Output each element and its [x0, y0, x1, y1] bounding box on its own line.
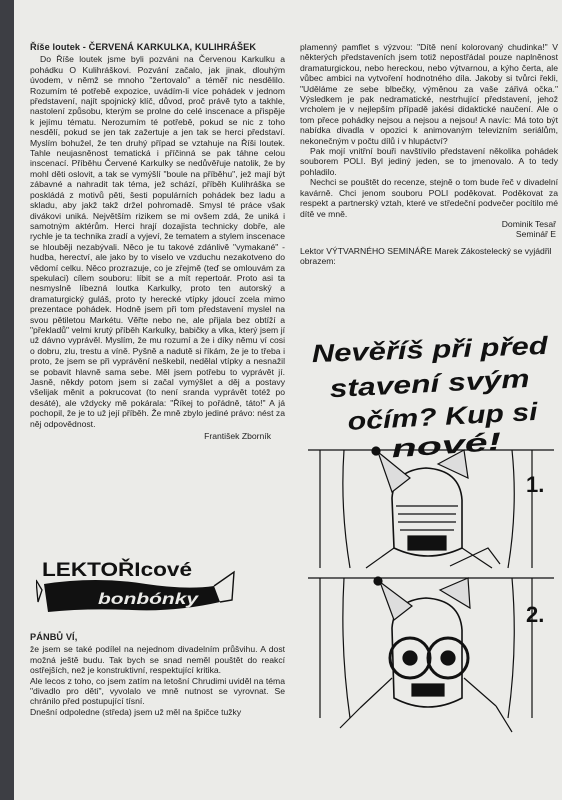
right-signature-role: Seminář E: [515, 229, 556, 240]
panel-number: 1.: [526, 472, 545, 497]
cartoon-title-line: stavení svým: [328, 367, 488, 404]
panbu-vi-paragraph: Dnešní odpoledne (středa) jsem už měl na špičce tužky: [30, 706, 242, 717]
right-signature-name: Dominik Tesař: [501, 218, 556, 229]
left-article-heading: Říše loutek - ČERVENÁ KARKULKA, KULIHRÁŠEK: [30, 42, 257, 52]
panbu-vi-paragraph: že jsem se také podílel na nejednom divadelním průšvihu. A dost možná ještě budu. Tak bych se snad neměl pouštět do reakcí ostřejších, než je konstruktivní, respektující kritika.: [30, 644, 285, 676]
cartoon-panel-2: [320, 577, 532, 732]
right-paragraph: plamenný pamflet s výzvou: "Dítě není kolorovaný chudinka!" V některých představeních jsem totiž nepostřádal pouze naplněnost dramaturgickou, nebo hereckou, nebo výtvarnou, a kýho čerta, ale vůbec ambici na vytvoření hodnotného díla. Jakoby si tvůrci řekli, "Uděláme ze sebe blbečky, výměnou za vaše zářivá očka." Výsledkem je pak nedramatické, nestrhující představení, jehož vrcholem je v nejlepším případě jakési didaktické naučení. Ale o tom přece pohádky nejsou a nejsou a nejsou! A navíc: Má toto být nabídka divadla v opozici k animovaným televizním seriálům, nekonečným v počtu dílů i v hlupáctví?: [300, 42, 558, 146]
right-column: [300, 42, 558, 267]
panbu-vi-paragraph: Ale lecos z toho, co jsem zatím na letošní Chrudimi uviděl na téma "divadlo pro děti", vyvolalo ve mně nutnost se vyrovnat. Se chránilo před postupující tísní.: [30, 675, 285, 707]
cartoon-title-line: očím? Kup si: [346, 399, 506, 436]
panel-number: 2.: [526, 602, 545, 627]
left-article-signature: František Zborník: [204, 431, 271, 442]
cartoon-title-line: nové!: [390, 430, 460, 464]
cartoon-illustration: [300, 328, 558, 788]
logo-line1: LEKTOŘIcové: [42, 560, 169, 581]
lektori-bonbonky-logo: [36, 546, 236, 616]
cartoon-title-line: Nevěříš při před: [311, 333, 503, 369]
left-article-paragraph: Do Říše loutek jsme byli pozváni na Červenou Karkulku a pohádku O Kulihráškovi. Pozvání začalo, jak jinak, dlouhým úvodem, v němž se mnoho "žertovalo" a téměř nic nesdělilo. Rozumím té potřebě expozice, uvádím-li více pohádek v jednom představení, najít spojnický klíč, důvod, proč právě tyto a takhle, nastolení způsobu, kterým se prolne do celé inscenace a přispěje k jejímu tématu. Nerozumím té potřebě, pokud se nic z toho nesdělí, pokud se jen tak zažertuje a jen tak se herci představí. Myslím bohužel, že ten druhý případ se vztahuje na Říši loutek. Tahle neujasněnost tematická i příčinná se pak táhne celou inscenací. Příběhu Červené Karkulky se nedůvěřuje natolik, že by mohl děti oslovit, a tak se vymýšlí "boule na příběhu", jež mají být zábavné a nahradit tak téma, jež schází, příběh Kulihráška se poskládá z motivů pěti, šesti populárních pohádek bez ladu a skladu, aby jakž takž držel pohromadě. Smysl té práce však divákovi uniká. Největším rizikem se mi ovšem zdá, že uniká i samotným aktérům. Herci hrají dozajista technicky dobře, ale rychle je ta technika zradí a vyjeví, že tematem a stylem inscenace se hlouběji nezabývali. Něco je tu takové zdánlivě "vymakané" - hudba, herectví, ale jako by to viselo ve vzduchu nezakotveno do vědomí celku. Něco prozrazuje, co je zřejmě (teď se omlouvám za spekulaci) cílem souboru: líbit se a mít repertoár. Proto asi ta nesmyslně líbezná loutka Karkulky, proto ten autorský a dramaturgický guláš, proto ty herecké vtípky jdoucí zcela mimo prezentace pohádek. Hodně jsem při tom představení myslel na svou pětiletou Markétu. Věřte nebo ne, ale přijala bez obtíží a "překladů" velmi krutý příběh Karkulky, babičky a vlka, který jsem jí už dávno vyprávěl. Myslím, že mu rozumí a že i díky němu ví cosi o dobru, zlu, trestu a víně. Pyšně a nadutě si říkám, že je to třeba i proto, že jsem se při vyprávění neškebil, nedělal vtípky a nesnažil se pobavit hlavně sama sebe. Měl jsem potřebu to vyprávět jí. Jasně, někdy potom jsem si začal vymýšlet a děj a postavy všelijak měnit a pokrucovat (to není sranda vyprávět totéž po desáté), ale vždycky mě pokárala: "Říkej to pořádně, táto!" A já pochopil, že je to už její příběh. Že mně zbylo jediné právo: nést za něj odpovědnost.: [30, 54, 285, 429]
panbu-vi-heading: PÁNBŮ VÍ,: [30, 632, 78, 642]
left-article: [30, 42, 285, 441]
panbu-vi-section: [30, 632, 285, 717]
magazine-page: [14, 0, 562, 800]
wrapper-left-twist: [36, 580, 42, 602]
lektor-intro: Lektor VÝTVARNÉHO SEMINÁŘE Marek Zákostelecký se vyjádřil obrazem:: [300, 245, 552, 267]
right-paragraph: Nechci se pouštět do recenze, stejně o tom bude řeč v divadelní kavárně. Chci jenom souboru POLI poděkovat. Poděkovat za respekt a partnerský vztah, které ve středeční podvečer pocítilo mé dítě ve mně.: [300, 177, 558, 219]
cartoon-title: [311, 332, 549, 463]
cartoon-panel-1: [308, 447, 554, 578]
logo-line2: bonbónky: [98, 591, 200, 608]
right-paragraph: Pak mojí vnitřní bouři navštívilo představení několika pohádek souborem POLI. Byl jediný jeden, se to jmenovalo. A to tedy pohladilo.: [300, 146, 558, 177]
